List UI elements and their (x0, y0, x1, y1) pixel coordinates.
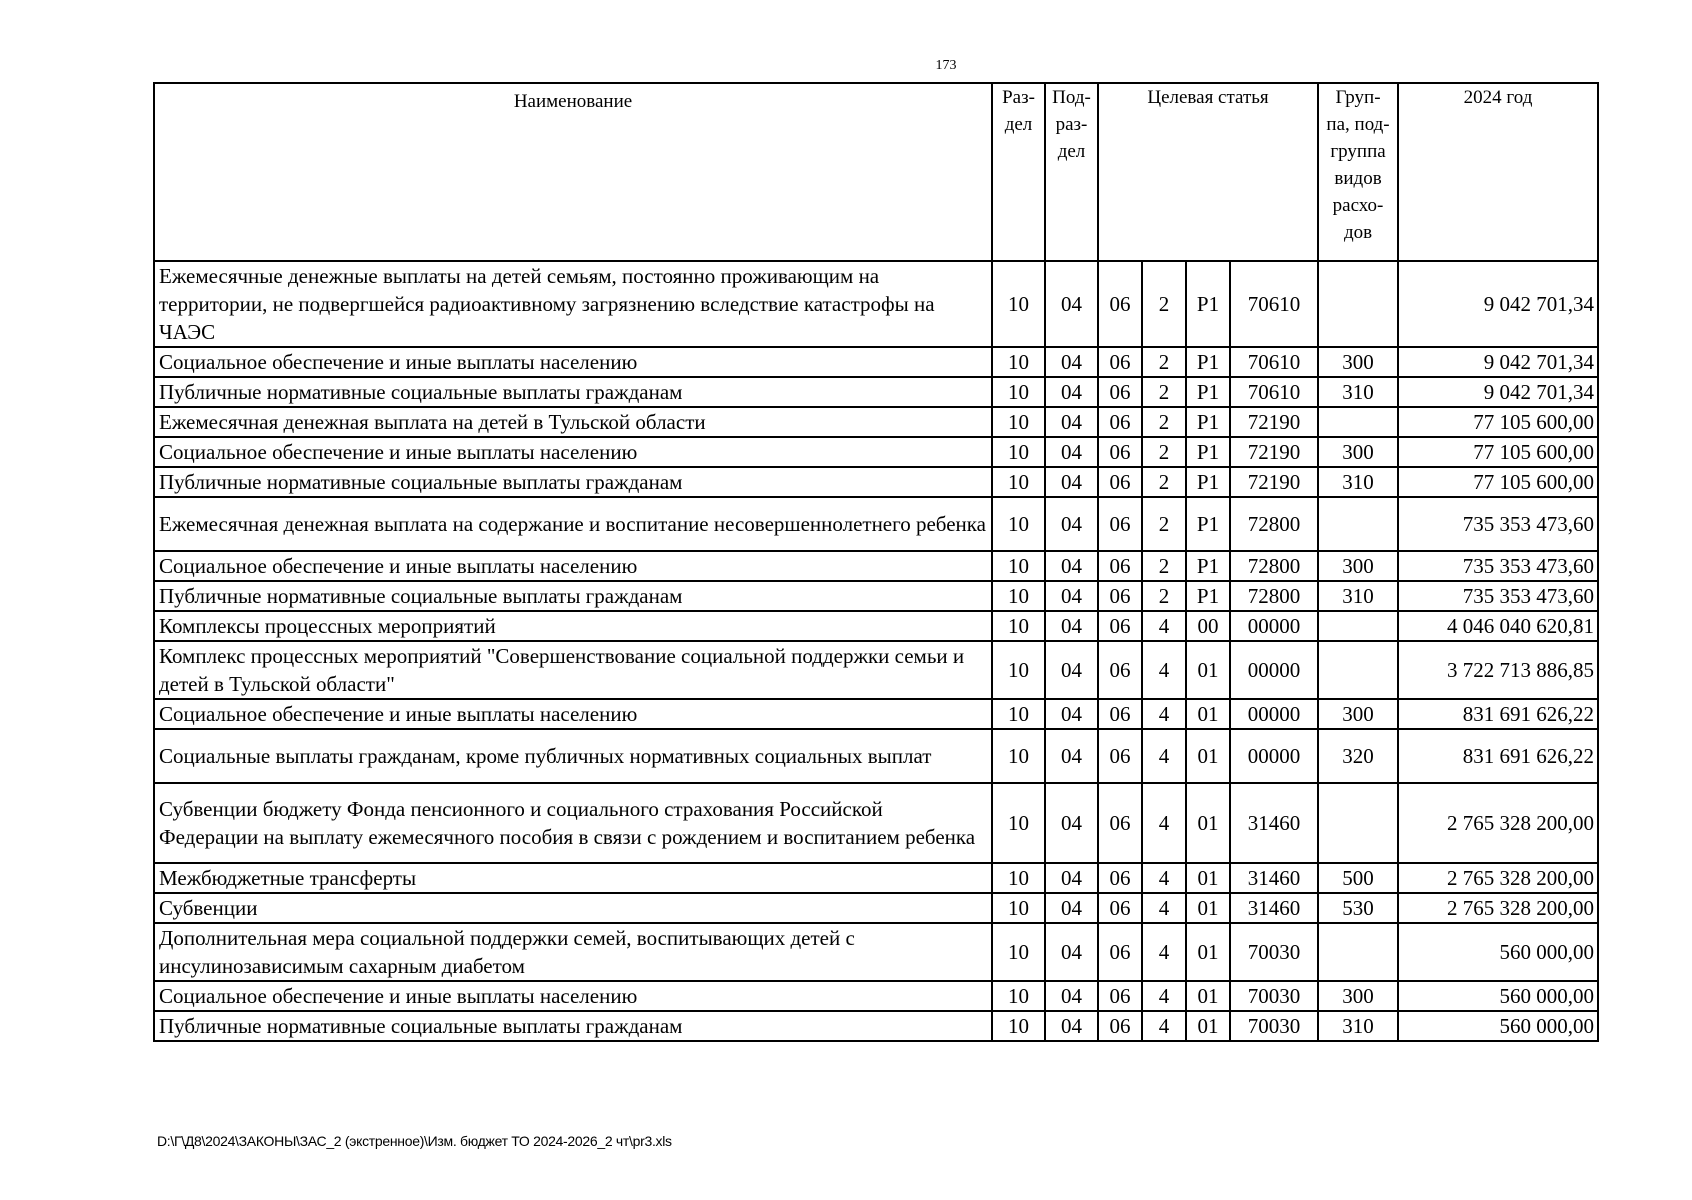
row-expense-group-cell (1318, 641, 1398, 699)
row-target-program-cell: 06 (1098, 377, 1142, 407)
row-expense-group-cell: 530 (1318, 893, 1398, 923)
row-target-program-cell: 06 (1098, 581, 1142, 611)
row-target-program-cell: 06 (1098, 729, 1142, 783)
row-name-cell: Ежемесячная денежная выплата на детей в Тульской области (154, 407, 992, 437)
row-target-program-cell: 06 (1098, 467, 1142, 497)
row-target-direction-cell: 72190 (1230, 407, 1318, 437)
row-target-subprogram-cell: 01 (1186, 783, 1230, 863)
row-target-type-cell: 4 (1142, 641, 1186, 699)
row-razdel-cell: 10 (992, 783, 1045, 863)
row-expense-group-cell (1318, 923, 1398, 981)
row-target-program-cell: 06 (1098, 1011, 1142, 1041)
page-number: 173 (935, 58, 957, 73)
row-amount-cell: 735 353 473,60 (1398, 581, 1598, 611)
row-expense-group-cell: 300 (1318, 981, 1398, 1011)
row-razdel-cell: 10 (992, 863, 1045, 893)
row-expense-group-cell (1318, 783, 1398, 863)
row-podrazdel-cell: 04 (1045, 923, 1098, 981)
row-name-cell: Социальное обеспечение и иные выплаты населению (154, 347, 992, 377)
row-target-direction-cell: 00000 (1230, 611, 1318, 641)
row-target-program-cell: 06 (1098, 923, 1142, 981)
row-target-type-cell: 4 (1142, 611, 1186, 641)
row-target-direction-cell: 00000 (1230, 641, 1318, 699)
row-razdel-cell: 10 (992, 729, 1045, 783)
row-target-subprogram-cell: 01 (1186, 923, 1230, 981)
row-target-program-cell: 06 (1098, 783, 1142, 863)
row-target-direction-cell: 70610 (1230, 347, 1318, 377)
row-expense-group-cell: 300 (1318, 347, 1398, 377)
row-target-type-cell: 2 (1142, 377, 1186, 407)
table-row (154, 581, 1598, 611)
row-name-cell: Субвенции бюджету Фонда пенсионного и социального страхования Российской Федерации на выплату ежемесячного пособия в связи с рождением и воспитанием ребенка (154, 783, 992, 863)
row-podrazdel-cell: 04 (1045, 893, 1098, 923)
row-target-subprogram-cell: P1 (1186, 437, 1230, 467)
row-razdel-cell: 10 (992, 437, 1045, 467)
row-expense-group-cell (1318, 261, 1398, 347)
table-row (154, 981, 1598, 1011)
row-target-type-cell: 2 (1142, 437, 1186, 467)
row-target-program-cell: 06 (1098, 611, 1142, 641)
row-target-program-cell: 06 (1098, 863, 1142, 893)
row-target-type-cell: 4 (1142, 923, 1186, 981)
row-target-program-cell: 06 (1098, 347, 1142, 377)
row-name-cell: Социальное обеспечение и иные выплаты населению (154, 699, 992, 729)
row-target-subprogram-cell: P1 (1186, 551, 1230, 581)
table-row (154, 437, 1598, 467)
row-name-cell: Ежемесячная денежная выплата на содержание и воспитание несовершеннолетнего ребенка (154, 497, 992, 551)
row-target-direction-cell: 00000 (1230, 729, 1318, 783)
row-target-type-cell: 4 (1142, 863, 1186, 893)
row-name-cell: Комплекс процессных мероприятий "Совершенствование социальной поддержки семьи и детей в Тульской области" (154, 641, 992, 699)
row-target-subprogram-cell: 01 (1186, 729, 1230, 783)
row-target-direction-cell: 70610 (1230, 377, 1318, 407)
row-name-cell: Публичные нормативные социальные выплаты гражданам (154, 467, 992, 497)
row-podrazdel-cell: 04 (1045, 699, 1098, 729)
row-target-direction-cell: 00000 (1230, 699, 1318, 729)
table-row (154, 1011, 1598, 1041)
row-amount-cell: 77 105 600,00 (1398, 407, 1598, 437)
row-razdel-cell: 10 (992, 611, 1045, 641)
row-amount-cell: 831 691 626,22 (1398, 699, 1598, 729)
row-target-program-cell: 06 (1098, 437, 1142, 467)
row-target-type-cell: 2 (1142, 467, 1186, 497)
table-row (154, 497, 1598, 551)
row-razdel-cell: 10 (992, 923, 1045, 981)
row-target-subprogram-cell: P1 (1186, 407, 1230, 437)
table-row (154, 699, 1598, 729)
table-row (154, 611, 1598, 641)
table-row (154, 923, 1598, 981)
row-podrazdel-cell: 04 (1045, 377, 1098, 407)
row-target-direction-cell: 31460 (1230, 783, 1318, 863)
row-target-program-cell: 06 (1098, 699, 1142, 729)
row-podrazdel-cell: 04 (1045, 551, 1098, 581)
table-row (154, 641, 1598, 699)
row-name-cell: Социальное обеспечение и иные выплаты населению (154, 437, 992, 467)
row-expense-group-cell: 310 (1318, 581, 1398, 611)
header-razdel: Раз- дел (992, 83, 1045, 261)
row-razdel-cell: 10 (992, 893, 1045, 923)
row-podrazdel-cell: 04 (1045, 783, 1098, 863)
row-amount-cell: 2 765 328 200,00 (1398, 893, 1598, 923)
row-razdel-cell: 10 (992, 261, 1045, 347)
row-target-subprogram-cell: P1 (1186, 261, 1230, 347)
row-target-program-cell: 06 (1098, 261, 1142, 347)
row-amount-cell: 735 353 473,60 (1398, 551, 1598, 581)
row-target-program-cell: 06 (1098, 981, 1142, 1011)
row-target-subprogram-cell: P1 (1186, 467, 1230, 497)
header-target-article: Целевая статья (1098, 83, 1318, 261)
row-name-cell: Субвенции (154, 893, 992, 923)
row-target-program-cell: 06 (1098, 641, 1142, 699)
row-expense-group-cell: 300 (1318, 551, 1398, 581)
row-target-subprogram-cell: 00 (1186, 611, 1230, 641)
row-amount-cell: 3 722 713 886,85 (1398, 641, 1598, 699)
row-name-cell: Социальное обеспечение и иные выплаты населению (154, 551, 992, 581)
row-expense-group-cell: 320 (1318, 729, 1398, 783)
row-name-cell: Ежемесячные денежные выплаты на детей семьям, постоянно проживающим на территории, не подвергшейся радиоактивному загрязнению вследствие катастрофы на ЧАЭС (154, 261, 992, 347)
row-target-type-cell: 4 (1142, 981, 1186, 1011)
row-target-subprogram-cell: P1 (1186, 347, 1230, 377)
row-amount-cell: 2 765 328 200,00 (1398, 783, 1598, 863)
row-target-type-cell: 4 (1142, 729, 1186, 783)
row-razdel-cell: 10 (992, 347, 1045, 377)
table-body (154, 261, 1598, 1041)
table-row (154, 893, 1598, 923)
table-row (154, 347, 1598, 377)
row-target-direction-cell: 72800 (1230, 551, 1318, 581)
table-row (154, 729, 1598, 783)
row-podrazdel-cell: 04 (1045, 729, 1098, 783)
row-amount-cell: 560 000,00 (1398, 981, 1598, 1011)
row-expense-group-cell: 300 (1318, 699, 1398, 729)
row-target-subprogram-cell: 01 (1186, 641, 1230, 699)
row-target-type-cell: 2 (1142, 497, 1186, 551)
row-expense-group-cell: 300 (1318, 437, 1398, 467)
row-target-subprogram-cell: 01 (1186, 863, 1230, 893)
footer-file-path: D:\Г\Д8\2024\ЗАКОНЫ\ЗАС_2 (экстренное)\Изм. бюджет ТО 2024-2026_2 чт\pr3.xls (157, 1133, 672, 1149)
row-expense-group-cell: 310 (1318, 377, 1398, 407)
table-row (154, 467, 1598, 497)
row-target-type-cell: 4 (1142, 783, 1186, 863)
row-target-subprogram-cell: 01 (1186, 1011, 1230, 1041)
row-name-cell: Публичные нормативные социальные выплаты гражданам (154, 581, 992, 611)
table-row (154, 863, 1598, 893)
row-razdel-cell: 10 (992, 497, 1045, 551)
row-razdel-cell: 10 (992, 467, 1045, 497)
row-target-direction-cell: 72800 (1230, 497, 1318, 551)
row-amount-cell: 2 765 328 200,00 (1398, 863, 1598, 893)
row-expense-group-cell: 500 (1318, 863, 1398, 893)
row-target-subprogram-cell: 01 (1186, 699, 1230, 729)
row-podrazdel-cell: 04 (1045, 1011, 1098, 1041)
row-expense-group-cell (1318, 497, 1398, 551)
row-name-cell: Социальное обеспечение и иные выплаты населению (154, 981, 992, 1011)
row-name-cell: Публичные нормативные социальные выплаты гражданам (154, 377, 992, 407)
row-amount-cell: 560 000,00 (1398, 923, 1598, 981)
row-target-program-cell: 06 (1098, 407, 1142, 437)
row-razdel-cell: 10 (992, 1011, 1045, 1041)
row-razdel-cell: 10 (992, 981, 1045, 1011)
row-amount-cell: 4 046 040 620,81 (1398, 611, 1598, 641)
row-target-subprogram-cell: 01 (1186, 893, 1230, 923)
row-podrazdel-cell: 04 (1045, 581, 1098, 611)
header-podrazdel: Под- раз- дел (1045, 83, 1098, 261)
row-name-cell: Межбюджетные трансферты (154, 863, 992, 893)
row-podrazdel-cell: 04 (1045, 497, 1098, 551)
row-target-subprogram-cell: P1 (1186, 581, 1230, 611)
table-header-row (154, 83, 1598, 261)
row-razdel-cell: 10 (992, 377, 1045, 407)
row-amount-cell: 735 353 473,60 (1398, 497, 1598, 551)
budget-table-container (153, 82, 1597, 1042)
row-target-subprogram-cell: 01 (1186, 981, 1230, 1011)
row-target-direction-cell: 70610 (1230, 261, 1318, 347)
row-podrazdel-cell: 04 (1045, 641, 1098, 699)
row-expense-group-cell (1318, 611, 1398, 641)
row-amount-cell: 831 691 626,22 (1398, 729, 1598, 783)
row-target-type-cell: 2 (1142, 261, 1186, 347)
row-name-cell: Дополнительная мера социальной поддержки семей, воспитывающих детей с инсулинозависимым сахарным диабетом (154, 923, 992, 981)
header-name: Наименование (154, 83, 992, 261)
row-target-direction-cell: 72800 (1230, 581, 1318, 611)
row-podrazdel-cell: 04 (1045, 863, 1098, 893)
table-row (154, 551, 1598, 581)
row-podrazdel-cell: 04 (1045, 981, 1098, 1011)
row-razdel-cell: 10 (992, 699, 1045, 729)
row-name-cell: Социальные выплаты гражданам, кроме публичных нормативных социальных выплат (154, 729, 992, 783)
row-target-program-cell: 06 (1098, 497, 1142, 551)
row-amount-cell: 77 105 600,00 (1398, 467, 1598, 497)
row-target-subprogram-cell: P1 (1186, 497, 1230, 551)
row-razdel-cell: 10 (992, 407, 1045, 437)
row-amount-cell: 9 042 701,34 (1398, 347, 1598, 377)
table-row (154, 261, 1598, 347)
row-razdel-cell: 10 (992, 581, 1045, 611)
row-target-program-cell: 06 (1098, 551, 1142, 581)
row-target-type-cell: 2 (1142, 347, 1186, 377)
row-amount-cell: 9 042 701,34 (1398, 377, 1598, 407)
row-podrazdel-cell: 04 (1045, 407, 1098, 437)
row-razdel-cell: 10 (992, 551, 1045, 581)
header-expense-group: Груп- па, под- группа видов расхо- дов (1318, 83, 1398, 261)
row-target-type-cell: 4 (1142, 699, 1186, 729)
table-row (154, 783, 1598, 863)
row-target-direction-cell: 70030 (1230, 1011, 1318, 1041)
row-target-type-cell: 4 (1142, 1011, 1186, 1041)
row-target-direction-cell: 31460 (1230, 893, 1318, 923)
row-name-cell: Комплексы процессных мероприятий (154, 611, 992, 641)
row-target-type-cell: 2 (1142, 407, 1186, 437)
row-podrazdel-cell: 04 (1045, 467, 1098, 497)
row-target-type-cell: 4 (1142, 893, 1186, 923)
row-podrazdel-cell: 04 (1045, 611, 1098, 641)
table-row (154, 377, 1598, 407)
row-amount-cell: 560 000,00 (1398, 1011, 1598, 1041)
row-amount-cell: 77 105 600,00 (1398, 437, 1598, 467)
row-target-direction-cell: 72190 (1230, 467, 1318, 497)
row-target-subprogram-cell: P1 (1186, 377, 1230, 407)
row-target-type-cell: 2 (1142, 581, 1186, 611)
table-row (154, 407, 1598, 437)
row-expense-group-cell: 310 (1318, 467, 1398, 497)
row-target-program-cell: 06 (1098, 893, 1142, 923)
row-target-direction-cell: 70030 (1230, 981, 1318, 1011)
row-target-direction-cell: 31460 (1230, 863, 1318, 893)
row-amount-cell: 9 042 701,34 (1398, 261, 1598, 347)
row-podrazdel-cell: 04 (1045, 347, 1098, 377)
row-expense-group-cell: 310 (1318, 1011, 1398, 1041)
row-podrazdel-cell: 04 (1045, 261, 1098, 347)
row-target-type-cell: 2 (1142, 551, 1186, 581)
row-target-direction-cell: 72190 (1230, 437, 1318, 467)
row-target-direction-cell: 70030 (1230, 923, 1318, 981)
row-expense-group-cell (1318, 407, 1398, 437)
budget-table (153, 82, 1599, 1042)
row-podrazdel-cell: 04 (1045, 437, 1098, 467)
header-year: 2024 год (1398, 83, 1598, 261)
row-name-cell: Публичные нормативные социальные выплаты гражданам (154, 1011, 992, 1041)
row-razdel-cell: 10 (992, 641, 1045, 699)
